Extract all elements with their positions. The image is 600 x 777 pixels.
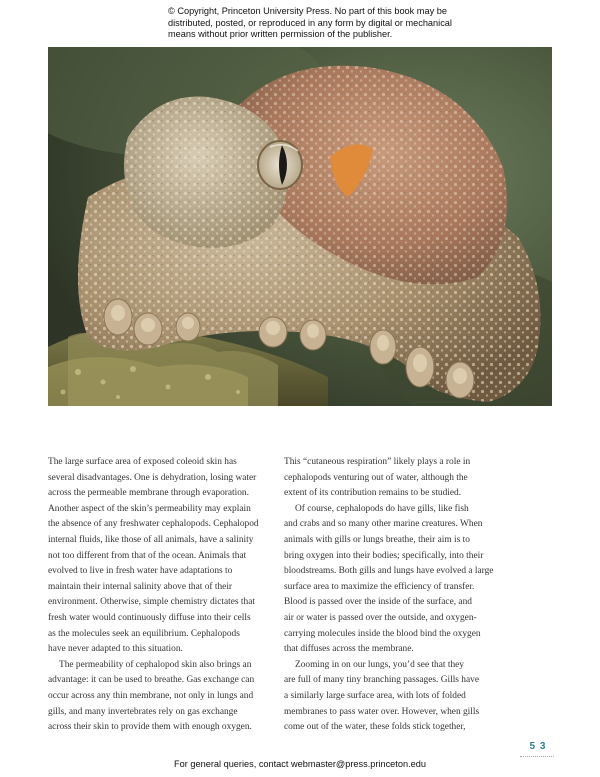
text-line: Zooming in on our lungs, you’d see that they	[295, 659, 464, 670]
text-line: bring oxygen into their bodies; specifically, into their	[284, 550, 484, 561]
text-line: carrying molecules inside the blood bind the oxygen	[284, 628, 481, 639]
text-line: several disadvantages. One is dehydration, losing water	[48, 472, 257, 483]
text-line: fresh water would continuously diffuse into their cells	[48, 612, 251, 623]
right-text-column	[284, 455, 509, 736]
text-line: come out of the water, these folds stick together,	[284, 722, 466, 733]
text-line: bloodstreams. Both gills and lungs have evolved a large	[284, 566, 494, 577]
page-number-rule	[520, 756, 554, 757]
text-line: extent of its contribution remains to be studied.	[284, 488, 462, 499]
text-line: air or water is passed over the outside, and oxygen-	[284, 612, 477, 623]
text-line: internal fluids, like those of all animals, have a salinity	[48, 534, 254, 545]
text-line: Of course, cephalopods do have gills, like fish	[295, 503, 469, 514]
text-line: Another aspect of the skin’s permeability may explain	[48, 503, 251, 514]
text-line: cephalopods venturing out of water, although the	[284, 472, 468, 483]
text-line: a similarly large surface area, with lots of folded	[284, 690, 466, 701]
text-line: occur across any thin membrane, not only in lungs and	[48, 690, 254, 701]
text-line: The permeability of cephalopod skin also brings an	[59, 659, 252, 670]
text-line: evolved to live in fresh water have adaptations to	[48, 566, 233, 577]
text-line: This “cutaneous respiration” likely plays a role in	[284, 457, 471, 467]
text-line: advantage: it can be used to breathe. Gas exchange can	[48, 675, 255, 686]
text-line: the absence of any freshwater cephalopods. Cephalopod	[48, 519, 259, 530]
text-line: as the molecules seek an equilibrium. Cephalopods	[48, 628, 240, 639]
left-text-column	[48, 455, 273, 736]
octopus-photo	[48, 47, 552, 406]
text-line: and crabs and so many other marine creatures. When	[284, 519, 483, 530]
text-line: not too different from that of the ocean. Animals that	[48, 550, 247, 561]
text-line: membranes to pass water over. However, when gills	[284, 706, 480, 717]
page-number: 5 3	[529, 741, 547, 752]
text-line: are full of many tiny branching passages. Gills have	[284, 675, 479, 686]
text-line: across the permeable membrane through evaporation.	[48, 488, 249, 499]
copyright-line: © Copyright, Princeton University Press. No part of this book may be	[168, 6, 447, 16]
text-line: Blood is passed over the inside of the surface, and	[284, 597, 472, 608]
text-line: that diffuses across the membrane.	[284, 644, 414, 655]
text-line: surface area to maximize the efficiency of transfer.	[284, 581, 475, 592]
text-line: gills, and many invertebrates rely on gas exchange	[48, 706, 238, 717]
text-line: The large surface area of exposed coleoid skin has	[48, 457, 237, 467]
text-line: environment. Otherwise, simple chemistry dictates that	[48, 597, 255, 608]
text-line: have never adapted to this situation.	[48, 644, 183, 655]
text-line: maintain their internal salinity above that of their	[48, 581, 233, 592]
copyright-line: means without prior written permission of the publisher.	[168, 29, 393, 40]
text-line: animals with gills or lungs breathe, their aim is to	[284, 534, 470, 545]
copyright-notice	[168, 6, 468, 41]
copyright-line: distributed, posted, or reproduced in any form by digital or mechanical	[168, 17, 452, 28]
text-line: across their skin to provide them with enough oxygen.	[48, 722, 252, 733]
footer-contact: For general queries, contact webmaster@press.princeton.edu	[174, 759, 426, 769]
